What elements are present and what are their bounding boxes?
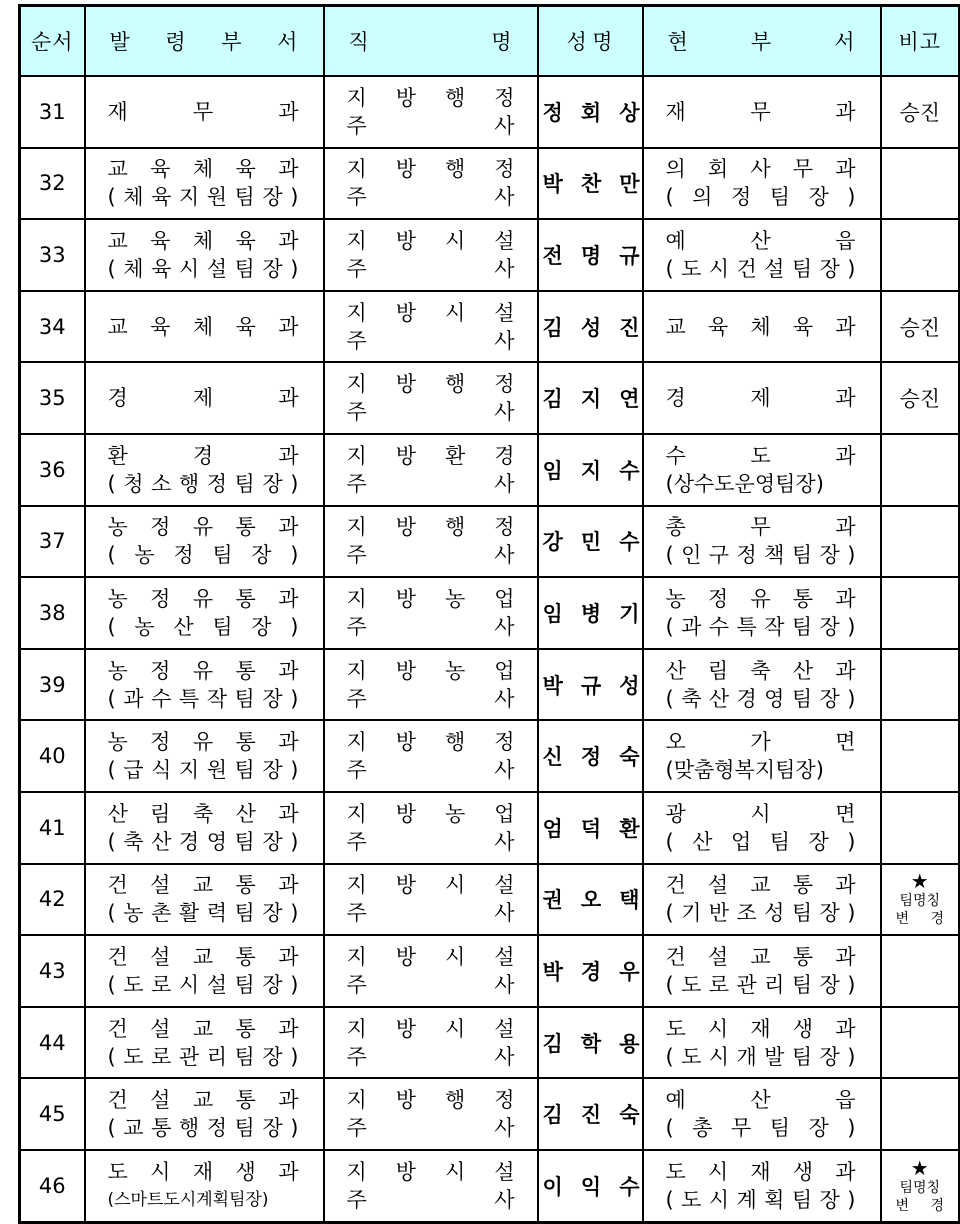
note-cell xyxy=(881,506,960,578)
cur-team-line: ( 총 무 팀 장 ) xyxy=(665,1116,856,1141)
cur-dept-cell xyxy=(643,935,881,1007)
from-team-line: ( 청 소 행 정 팀 장 ) xyxy=(107,471,299,496)
cur-team-line: ( 도 시 건 설 팀 장 ) xyxy=(665,256,856,281)
position-line-2: 주 사 xyxy=(346,1044,515,1069)
note-cell xyxy=(881,434,960,506)
header-cur-dept: 현 부 서 xyxy=(643,6,881,77)
name-cell xyxy=(538,935,643,1007)
from-team-line: ( 교 통 행 정 팀 장 ) xyxy=(107,1116,299,1141)
from-dept-line: 교 육 체 육 과 xyxy=(107,228,299,253)
position-line-2: 주 사 xyxy=(346,614,515,639)
cur-dept-cell xyxy=(643,577,881,649)
cur-dept-cell xyxy=(643,76,881,148)
from-dept-cell xyxy=(85,76,324,148)
position-cell xyxy=(324,864,538,936)
cur-dept-line: 경 제 과 xyxy=(665,386,856,411)
position-cell xyxy=(324,148,538,220)
person-name: 강 민 수 xyxy=(542,530,640,555)
seq-cell: 39 xyxy=(20,649,85,721)
position-line-1: 지 방 행 정 xyxy=(346,372,515,397)
position-cell xyxy=(324,1007,538,1079)
person-name: 전 명 규 xyxy=(542,243,640,268)
note-cell xyxy=(881,1078,960,1150)
name-cell xyxy=(538,219,643,291)
person-name: 임 지 수 xyxy=(542,458,640,483)
cur-team-line: (상수도운영팀장) xyxy=(665,471,824,496)
header-name: 성 명 xyxy=(538,6,643,77)
position-line-1: 지 방 시 설 xyxy=(346,228,515,253)
position-line-1: 지 방 농 업 xyxy=(346,586,515,611)
seq-cell: 45 xyxy=(20,1078,85,1150)
cur-dept-cell xyxy=(643,720,881,792)
from-team-line: ( 체 육 지 원 팀 장 ) xyxy=(107,185,299,210)
position-cell xyxy=(324,76,538,148)
cur-dept-line: 예 산 읍 xyxy=(665,1088,856,1113)
cur-dept-line: 재 무 과 xyxy=(665,99,856,124)
from-dept-line: 건 설 교 통 과 xyxy=(107,944,299,969)
from-team-line: ( 체 육 시 설 팀 장 ) xyxy=(107,256,299,281)
position-line-2: 주 사 xyxy=(346,901,515,926)
cur-dept-cell xyxy=(643,362,881,434)
seq-cell: 37 xyxy=(20,506,85,578)
seq-cell: 43 xyxy=(20,935,85,1007)
from-dept-line: 건 설 교 통 과 xyxy=(107,873,299,898)
header-from-dept: 발 령 부 서 xyxy=(85,6,324,77)
header-position: 직 명 xyxy=(324,6,538,77)
cur-team-line: ( 도 시 계 획 팀 장 ) xyxy=(665,1187,856,1212)
position-line-2: 주 사 xyxy=(346,758,515,783)
position-line-1: 지 방 시 설 xyxy=(346,873,515,898)
from-dept-cell xyxy=(85,649,324,721)
note-cell: 승진 xyxy=(881,76,960,148)
from-team-line: ( 도 로 관 리 팀 장 ) xyxy=(107,1044,299,1069)
note-cell: 승진 xyxy=(881,362,960,434)
name-cell xyxy=(538,720,643,792)
from-dept-line: 환 경 과 xyxy=(107,443,299,468)
seq-cell: 41 xyxy=(20,792,85,864)
from-dept-cell xyxy=(85,362,324,434)
person-name: 박 규 성 xyxy=(542,673,640,698)
position-cell xyxy=(324,792,538,864)
cur-dept-cell xyxy=(643,1150,881,1222)
person-name: 신 정 숙 xyxy=(542,745,640,770)
note-text: 팀명칭 xyxy=(899,893,941,910)
cur-dept-cell xyxy=(643,649,881,721)
from-dept-line: 재 무 과 xyxy=(107,99,299,124)
from-dept-line: 산 림 축 산 과 xyxy=(107,801,299,826)
seq-cell: 35 xyxy=(20,362,85,434)
cur-team-line: ( 인 구 정 책 팀 장 ) xyxy=(665,543,856,568)
name-cell xyxy=(538,1078,643,1150)
cur-dept-line: 수 도 과 xyxy=(665,443,856,468)
from-dept-line: 도 시 재 생 과 xyxy=(107,1159,299,1184)
seq-cell: 31 xyxy=(20,76,85,148)
from-dept-line: 교 육 체 육 과 xyxy=(107,314,299,339)
position-line-2: 주 사 xyxy=(346,1116,515,1141)
position-cell xyxy=(324,506,538,578)
person-name: 이 익 수 xyxy=(542,1174,640,1199)
table-row xyxy=(20,935,960,1007)
seq-cell: 44 xyxy=(20,1007,85,1079)
from-team-line: ( 농 촌 활 력 팀 장 ) xyxy=(107,901,299,926)
cur-dept-cell xyxy=(643,291,881,363)
note-cell xyxy=(881,577,960,649)
seq-cell: 36 xyxy=(20,434,85,506)
position-line-2: 주 사 xyxy=(346,256,515,281)
from-dept-line: 건 설 교 통 과 xyxy=(107,1016,299,1041)
note-cell xyxy=(881,219,960,291)
position-line-2: 주 사 xyxy=(346,400,515,425)
cur-team-line: ( 의 정 팀 장 ) xyxy=(665,185,856,210)
from-dept-line: 농 정 유 통 과 xyxy=(107,730,299,755)
seq-cell: 40 xyxy=(20,720,85,792)
position-line-1: 지 방 행 정 xyxy=(346,1088,515,1113)
cur-dept-line: 광 시 면 xyxy=(665,801,856,826)
name-cell xyxy=(538,434,643,506)
cur-dept-line: 도 시 재 생 과 xyxy=(665,1159,856,1184)
person-name: 김 진 숙 xyxy=(542,1103,640,1128)
table-row xyxy=(20,720,960,792)
table-row xyxy=(20,1150,960,1222)
star-icon: ★ xyxy=(910,869,929,894)
position-line-2: 주 사 xyxy=(346,543,515,568)
note-text-2: 변 경 xyxy=(895,911,944,928)
name-cell xyxy=(538,506,643,578)
person-name: 엄 덕 환 xyxy=(542,816,640,841)
cur-dept-line: 농 정 유 통 과 xyxy=(665,586,856,611)
note-cell xyxy=(881,1150,960,1222)
cur-team-line: ( 기 반 조 성 팀 장 ) xyxy=(665,901,856,926)
position-cell xyxy=(324,219,538,291)
position-line-1: 지 방 농 업 xyxy=(346,658,515,683)
from-dept-cell xyxy=(85,935,324,1007)
person-name: 박 찬 만 xyxy=(542,172,640,197)
from-dept-cell xyxy=(85,1150,324,1222)
seq-cell: 38 xyxy=(20,577,85,649)
position-cell xyxy=(324,1078,538,1150)
table-row xyxy=(20,1007,960,1079)
seq-cell: 34 xyxy=(20,291,85,363)
person-name: 김 지 연 xyxy=(542,387,640,412)
name-cell xyxy=(538,76,643,148)
from-dept-cell xyxy=(85,219,324,291)
from-dept-cell xyxy=(85,291,324,363)
note-cell xyxy=(881,792,960,864)
from-dept-cell xyxy=(85,434,324,506)
position-cell xyxy=(324,291,538,363)
table-row xyxy=(20,864,960,936)
note-cell xyxy=(881,649,960,721)
position-line-2: 주 사 xyxy=(346,972,515,997)
position-line-1: 지 방 시 설 xyxy=(346,1159,515,1184)
from-dept-line: 교 육 체 육 과 xyxy=(107,157,299,182)
seq-cell: 33 xyxy=(20,219,85,291)
cur-dept-line: 교 육 체 육 과 xyxy=(665,314,856,339)
cur-dept-cell xyxy=(643,792,881,864)
header-note: 비고 xyxy=(881,6,960,77)
note-cell xyxy=(881,864,960,936)
position-cell xyxy=(324,1150,538,1222)
position-line-2: 주 사 xyxy=(346,829,515,854)
position-line-2: 주 사 xyxy=(346,328,515,353)
position-line-2: 주 사 xyxy=(346,1187,515,1212)
name-cell xyxy=(538,1007,643,1079)
from-team-line: (스마트도시계획팀장) xyxy=(107,1189,269,1210)
cur-dept-cell xyxy=(643,864,881,936)
name-cell xyxy=(538,792,643,864)
position-cell xyxy=(324,362,538,434)
cur-dept-cell xyxy=(643,1007,881,1079)
note-text-2: 변 경 xyxy=(895,1197,944,1214)
table-row xyxy=(20,76,960,148)
from-dept-cell xyxy=(85,577,324,649)
seq-cell: 32 xyxy=(20,148,85,220)
table-row xyxy=(20,506,960,578)
cur-team-line: ( 산 업 팀 장 ) xyxy=(665,829,856,854)
cur-dept-cell xyxy=(643,148,881,220)
table-row xyxy=(20,219,960,291)
from-dept-line: 농 정 유 통 과 xyxy=(107,658,299,683)
cur-team-line: (맞춤형복지팀장) xyxy=(665,758,824,783)
from-dept-line: 농 정 유 통 과 xyxy=(107,515,299,540)
from-dept-cell xyxy=(85,1078,324,1150)
table-row xyxy=(20,148,960,220)
cur-team-line: ( 과 수 특 작 팀 장 ) xyxy=(665,614,856,639)
cur-team-line: ( 도 시 개 발 팀 장 ) xyxy=(665,1044,856,1069)
table-row xyxy=(20,649,960,721)
cur-dept-line: 산 림 축 산 과 xyxy=(665,658,856,683)
position-cell xyxy=(324,720,538,792)
cur-dept-cell xyxy=(643,1078,881,1150)
name-cell xyxy=(538,649,643,721)
position-line-1: 지 방 시 설 xyxy=(346,944,515,969)
position-line-1: 지 방 환 경 xyxy=(346,443,515,468)
cur-dept-line: 의 회 사 무 과 xyxy=(665,157,856,182)
note-cell xyxy=(881,1007,960,1079)
name-cell xyxy=(538,864,643,936)
position-line-1: 지 방 행 정 xyxy=(346,515,515,540)
name-cell xyxy=(538,148,643,220)
position-line-1: 지 방 시 설 xyxy=(346,1016,515,1041)
person-name: 박 경 우 xyxy=(542,959,640,984)
cur-dept-line: 건 설 교 통 과 xyxy=(665,944,856,969)
person-name: 권 오 택 xyxy=(542,888,640,913)
position-cell xyxy=(324,649,538,721)
position-line-1: 지 방 시 설 xyxy=(346,300,515,325)
from-dept-line: 농 정 유 통 과 xyxy=(107,586,299,611)
note-cell: 승진 xyxy=(881,291,960,363)
cur-team-line: ( 도 로 관 리 팀 장 ) xyxy=(665,972,856,997)
position-line-2: 주 사 xyxy=(346,471,515,496)
position-line-1: 지 방 행 정 xyxy=(346,157,515,182)
from-dept-cell xyxy=(85,1007,324,1079)
cur-dept-cell xyxy=(643,506,881,578)
from-dept-line: 건 설 교 통 과 xyxy=(107,1088,299,1113)
from-dept-cell xyxy=(85,506,324,578)
seq-cell: 46 xyxy=(20,1150,85,1222)
note-cell xyxy=(881,720,960,792)
person-name: 임 병 기 xyxy=(542,601,640,626)
from-team-line: ( 농 정 팀 장 ) xyxy=(107,543,299,568)
from-dept-cell xyxy=(85,720,324,792)
name-cell xyxy=(538,362,643,434)
position-cell xyxy=(324,434,538,506)
from-team-line: ( 농 산 팀 장 ) xyxy=(107,614,299,639)
name-cell xyxy=(538,577,643,649)
note-text: 팀명칭 xyxy=(899,1179,941,1196)
name-cell xyxy=(538,1150,643,1222)
table-row xyxy=(20,577,960,649)
position-line-1: 지 방 행 정 xyxy=(346,85,515,110)
table-row xyxy=(20,362,960,434)
from-dept-cell xyxy=(85,864,324,936)
seq-cell: 42 xyxy=(20,864,85,936)
from-dept-cell xyxy=(85,148,324,220)
position-line-1: 지 방 농 업 xyxy=(346,801,515,826)
position-line-2: 주 사 xyxy=(346,686,515,711)
position-cell xyxy=(324,935,538,1007)
cur-dept-line: 도 시 재 생 과 xyxy=(665,1016,856,1041)
position-line-1: 지 방 행 정 xyxy=(346,730,515,755)
person-name: 김 성 진 xyxy=(542,315,640,340)
note-cell xyxy=(881,935,960,1007)
cur-dept-line: 총 무 과 xyxy=(665,515,856,540)
from-team-line: ( 도 로 시 설 팀 장 ) xyxy=(107,972,299,997)
cur-dept-cell xyxy=(643,434,881,506)
header-seq: 순서 xyxy=(20,6,85,77)
name-cell xyxy=(538,291,643,363)
from-team-line: ( 축 산 경 영 팀 장 ) xyxy=(107,829,299,854)
cur-dept-line: 오 가 면 xyxy=(665,730,856,755)
cur-team-line: ( 축 산 경 영 팀 장 ) xyxy=(665,686,856,711)
person-name: 정 회 상 xyxy=(542,100,640,125)
table-row xyxy=(20,792,960,864)
personnel-table xyxy=(18,4,960,1224)
from-team-line: ( 과 수 특 작 팀 장 ) xyxy=(107,686,299,711)
table-row xyxy=(20,434,960,506)
table-row xyxy=(20,1078,960,1150)
position-line-2: 주 사 xyxy=(346,185,515,210)
table-row xyxy=(20,291,960,363)
cur-dept-line: 건 설 교 통 과 xyxy=(665,873,856,898)
from-dept-cell xyxy=(85,792,324,864)
person-name: 김 학 용 xyxy=(542,1031,640,1056)
position-line-2: 주 사 xyxy=(346,113,515,138)
from-dept-line: 경 제 과 xyxy=(107,386,299,411)
header-row xyxy=(20,6,960,77)
note-cell xyxy=(881,148,960,220)
from-team-line: ( 급 식 지 원 팀 장 ) xyxy=(107,758,299,783)
position-cell xyxy=(324,577,538,649)
cur-dept-line: 예 산 읍 xyxy=(665,228,856,253)
star-icon: ★ xyxy=(910,1155,929,1180)
cur-dept-cell xyxy=(643,219,881,291)
